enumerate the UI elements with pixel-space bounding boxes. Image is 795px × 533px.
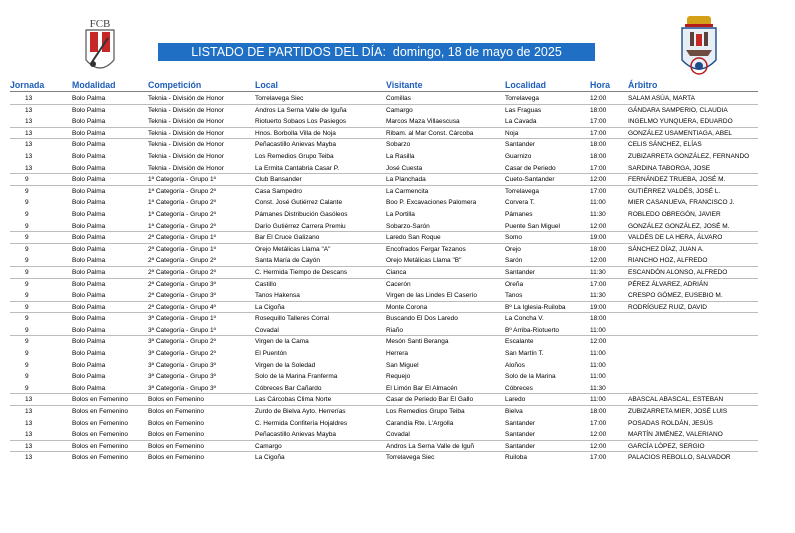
cell-competicion: 2ª Categoría - Grupo 3º xyxy=(148,280,217,288)
cell-hora: 17:00 xyxy=(590,419,607,427)
cell-local: Cóbreces Bar Cañardo xyxy=(255,384,322,392)
cell-modalidad: Bolo Palma xyxy=(72,118,106,126)
cell-localidad: Cueto-Santander xyxy=(505,176,555,184)
cell-modalidad: Bolos en Femenino xyxy=(72,396,129,404)
cell-hora: 17:00 xyxy=(590,129,607,137)
cell-hora: 12:00 xyxy=(590,176,607,184)
cell-local: Hnos. Borbolla Villa de Noja xyxy=(255,129,336,137)
cell-hora: 12:00 xyxy=(590,431,607,439)
cell-jornada: 13 xyxy=(25,118,33,126)
cell-jornada: 13 xyxy=(25,442,33,450)
cell-jornada: 13 xyxy=(25,152,33,160)
cell-hora: 18:00 xyxy=(590,245,607,253)
cell-localidad: Corvera T. xyxy=(505,199,535,207)
cell-arbitro: PÉREZ ÁLVAREZ, ADRIÁN xyxy=(628,280,708,288)
cell-jornada: 9 xyxy=(25,315,29,323)
cell-hora: 18:00 xyxy=(590,141,607,149)
cell-local: Bar El Cruce Galizano xyxy=(255,234,320,242)
cell-hora: 11:30 xyxy=(590,210,606,218)
cell-localidad: Santander xyxy=(505,141,535,149)
cell-jornada: 9 xyxy=(25,210,29,218)
cell-modalidad: Bolo Palma xyxy=(72,222,106,230)
cell-local: Santa María de Cayón xyxy=(255,257,321,265)
table-row xyxy=(0,279,795,291)
cell-localidad: Santander xyxy=(505,268,535,276)
table-row xyxy=(0,383,795,395)
cell-local: Torrelavega Siec xyxy=(255,95,304,102)
cell-localidad: Puente San Miguel xyxy=(505,222,560,230)
cell-visitante: Orejo Metálicas Llama "B" xyxy=(386,257,462,265)
cell-local: Castillo xyxy=(255,280,277,288)
cell-jornada: 9 xyxy=(25,292,29,300)
cell-competicion: 1ª Categoría - Grupo 2º xyxy=(148,210,217,218)
table-row xyxy=(0,418,795,430)
cell-hora: 11:30 xyxy=(590,384,606,392)
cell-competicion: Bolos en Femenino xyxy=(148,396,205,404)
cell-jornada: 9 xyxy=(25,245,29,253)
cell-arbitro: ROBLEDO OBREGÓN, JAVIER xyxy=(628,210,721,218)
table-row xyxy=(0,232,795,244)
table-row xyxy=(0,116,795,128)
cell-localidad: Tanos xyxy=(505,292,523,300)
cell-visitante: Cacerón xyxy=(386,280,411,288)
cell-hora: 11:00 xyxy=(590,350,606,358)
cell-competicion: 3ª Categoría - Grupo 1º xyxy=(148,326,217,334)
cell-local: Casa Sampedro xyxy=(255,187,302,195)
cell-localidad: Bº La Iglesia-Ruiloba xyxy=(505,303,566,311)
cell-modalidad: Bolo Palma xyxy=(72,234,106,242)
cell-localidad: Torrelavega xyxy=(505,95,539,102)
cell-arbitro: CELIS SÁNCHEZ, ELÍAS xyxy=(628,141,702,149)
cell-local: Virgen de la Cama xyxy=(255,338,309,346)
cell-modalidad: Bolo Palma xyxy=(72,176,106,184)
cell-localidad: Santander xyxy=(505,431,535,439)
cell-hora: 11:00 xyxy=(590,361,606,369)
col-header-competicion: Competición xyxy=(148,80,202,90)
table-row xyxy=(0,452,795,464)
cell-hora: 12:00 xyxy=(590,222,607,230)
cell-arbitro: RIANCHO HOZ, ALFREDO xyxy=(628,257,708,265)
cell-hora: 17:00 xyxy=(590,280,607,288)
cell-competicion: 2ª Categoría - Grupo 3º xyxy=(148,292,217,300)
cell-hora: 18:00 xyxy=(590,106,607,114)
cell-visitante: Herrera xyxy=(386,350,409,358)
cell-visitante: Camargo xyxy=(386,106,413,114)
cell-competicion: Bolos en Femenino xyxy=(148,408,205,416)
cantabria-coat-of-arms xyxy=(676,14,722,80)
table-row xyxy=(0,394,795,406)
cell-modalidad: Bolo Palma xyxy=(72,164,106,172)
table-row xyxy=(0,197,795,209)
fcb-logo-text: FCB xyxy=(89,18,111,30)
cell-competicion: 2ª Categoría - Grupo 1º xyxy=(148,234,217,242)
cell-hora: 17:00 xyxy=(590,187,607,195)
cell-visitante: Comillas xyxy=(386,95,411,102)
cell-competicion: 3ª Categoría - Grupo 3º xyxy=(148,384,217,392)
cell-competicion: 3ª Categoría - Grupo 3º xyxy=(148,361,217,369)
cell-competicion: Bolos en Femenino xyxy=(148,442,205,450)
cell-modalidad: Bolos en Femenino xyxy=(72,419,129,427)
cell-competicion: Bolos en Femenino xyxy=(148,454,205,462)
cell-local: Zurdo de Bielva Ayto. Herrerías xyxy=(255,408,346,416)
cell-visitante: La Rasilla xyxy=(386,152,415,160)
cell-jornada: 9 xyxy=(25,373,29,381)
cell-hora: 11:30 xyxy=(590,268,606,276)
cell-local: Rosequillo Talleres Corral xyxy=(255,315,329,323)
col-header-localidad: Localidad xyxy=(505,80,547,90)
cell-localidad: Escalante xyxy=(505,338,534,346)
cell-jornada: 9 xyxy=(25,268,29,276)
cell-modalidad: Bolo Palma xyxy=(72,141,106,149)
cell-arbitro: ZUBIZARRETA GONZÁLEZ, FERNANDO xyxy=(628,152,750,160)
cell-jornada: 13 xyxy=(25,454,33,462)
cell-visitante: Cianca xyxy=(386,268,407,276)
cell-jornada: 9 xyxy=(25,187,29,195)
cell-localidad: Laredo xyxy=(505,396,526,404)
table-row xyxy=(0,267,795,279)
cell-competicion: 3ª Categoría - Grupo 2º xyxy=(148,338,217,346)
cell-modalidad: Bolo Palma xyxy=(72,245,106,253)
cell-modalidad: Bolo Palma xyxy=(72,268,106,276)
cell-visitante: Andros La Serna Valle de Iguñ xyxy=(386,442,475,450)
cell-competicion: 2ª Categoría - Grupo 2º xyxy=(148,268,217,276)
cell-jornada: 9 xyxy=(25,176,29,184)
cell-arbitro: INGELMO YUNQUERA, EDUARDO xyxy=(628,118,733,126)
cell-competicion: 2ª Categoría - Grupo 4º xyxy=(148,303,217,311)
cell-jornada: 13 xyxy=(25,419,33,427)
cell-hora: 18:00 xyxy=(590,315,607,323)
cell-arbitro: PALACIOS REBOLLO, SALVADOR xyxy=(628,454,731,462)
cell-local: La Ermita Cantabria Casar P. xyxy=(255,164,340,172)
cell-visitante: San Miguel xyxy=(386,361,419,369)
cell-visitante: Monte Corona xyxy=(386,303,428,311)
cell-visitante: Buscando El Dos Laredo xyxy=(386,315,458,323)
cell-visitante: La Carmencita xyxy=(386,187,429,195)
table-row xyxy=(0,429,795,441)
cell-modalidad: Bolos en Femenino xyxy=(72,408,129,416)
cell-competicion: 1ª Categoría - Grupo 2º xyxy=(148,199,217,207)
cell-modalidad: Bolo Palma xyxy=(72,210,106,218)
cell-jornada: 13 xyxy=(25,141,33,149)
cell-hora: 12:00 xyxy=(590,442,607,450)
cell-localidad: Solo de la Marina xyxy=(505,373,556,381)
cell-arbitro: GÁNDARA SAMPERIO, CLAUDIA xyxy=(628,106,728,114)
cell-local: Los Remedios Grupo Teiba xyxy=(255,152,334,160)
cell-localidad: Casar de Periedo xyxy=(505,164,556,172)
table-row xyxy=(0,360,795,372)
cell-localidad: Pámanes xyxy=(505,210,533,218)
cell-jornada: 9 xyxy=(25,280,29,288)
cell-modalidad: Bolo Palma xyxy=(72,187,106,195)
table-row xyxy=(0,163,795,175)
table-row xyxy=(0,174,795,186)
cell-visitante: Boo P. Excavaciones Palomera xyxy=(386,199,477,207)
cell-modalidad: Bolo Palma xyxy=(72,199,106,207)
col-header-jornada: Jornada xyxy=(10,80,45,90)
title-date: domingo, 18 de mayo de 2025 xyxy=(392,45,562,59)
cell-localidad: Torrelavega xyxy=(505,187,539,195)
cell-localidad: Orejo xyxy=(505,245,521,253)
cell-hora: 11:00 xyxy=(590,396,606,404)
cell-local: Solo de la Marina Franferma xyxy=(255,373,338,381)
table-row xyxy=(0,209,795,221)
table-row xyxy=(0,336,795,348)
table-row xyxy=(0,290,795,302)
col-header-visitante: Visitante xyxy=(386,80,423,90)
cell-hora: 11:00 xyxy=(590,326,606,334)
cell-modalidad: Bolo Palma xyxy=(72,106,106,114)
cell-competicion: 3ª Categoría - Grupo 3º xyxy=(148,373,217,381)
col-header-local: Local xyxy=(255,80,278,90)
cell-local: El Puentón xyxy=(255,350,287,358)
cell-arbitro: FERNÁNDEZ TRUEBA, JOSÉ M. xyxy=(628,176,726,184)
table-row xyxy=(0,313,795,325)
col-header-modalidad: Modalidad xyxy=(72,80,116,90)
cell-visitante: La Portilla xyxy=(386,210,415,218)
cell-modalidad: Bolo Palma xyxy=(72,384,106,392)
cell-hora: 12:00 xyxy=(590,257,607,265)
cell-visitante: Casar de Periedo Bar El Gallo xyxy=(386,396,474,404)
cell-modalidad: Bolo Palma xyxy=(72,292,106,300)
cell-local: Covadal xyxy=(255,326,279,334)
cell-localidad: Oreña xyxy=(505,280,524,288)
table-row xyxy=(0,139,795,151)
cell-competicion: 3ª Categoría - Grupo 2º xyxy=(148,350,217,358)
cell-competicion: 3ª Categoría - Grupo 1º xyxy=(148,315,217,323)
cell-jornada: 9 xyxy=(25,361,29,369)
table-row xyxy=(0,151,795,163)
cell-hora: 18:00 xyxy=(590,152,607,160)
cell-arbitro: CRESPO GÓMEZ, EUSEBIO M. xyxy=(628,292,723,300)
cell-visitante: La Planchada xyxy=(386,176,426,184)
cell-competicion: Teknia - División de Honor xyxy=(148,118,224,126)
cell-jornada: 9 xyxy=(25,326,29,334)
cell-localidad: La Concha V. xyxy=(505,315,544,323)
page-title-bar xyxy=(158,43,595,61)
cell-modalidad: Bolos en Femenino xyxy=(72,431,129,439)
table-row xyxy=(0,441,795,453)
cell-visitante: Sobarzo-Sarón xyxy=(386,222,430,230)
cell-competicion: 1ª Categoría - Grupo 2º xyxy=(148,187,217,195)
cell-local: Peñacastillo Anievas Mayba xyxy=(255,431,336,439)
cell-visitante: Requejo xyxy=(386,373,411,381)
cell-jornada: 13 xyxy=(25,95,33,102)
cell-visitante: Encofrados Fergar Tezanos xyxy=(386,245,466,253)
cell-modalidad: Bolo Palma xyxy=(72,95,106,102)
cell-local: Pámanes Distribución Gasóleos xyxy=(255,210,348,218)
fcb-logo xyxy=(78,16,122,78)
cell-arbitro: SARDINA TABORGA, JOSE xyxy=(628,164,711,172)
cell-jornada: 13 xyxy=(25,164,33,172)
cell-local: Darío Gutiérrez Carrera Premiu xyxy=(255,222,346,230)
cell-visitante: Laredo San Roque xyxy=(386,234,441,242)
cell-hora: 12:00 xyxy=(590,338,607,346)
cell-arbitro: GUTIÉRREZ VALDÉS, JOSÉ L. xyxy=(628,187,721,195)
table-row xyxy=(0,221,795,233)
cell-competicion: Bolos en Femenino xyxy=(148,419,205,427)
cell-visitante: José Cuesta xyxy=(386,164,423,172)
table-row xyxy=(0,406,795,418)
cell-modalidad: Bolo Palma xyxy=(72,280,106,288)
cell-jornada: 9 xyxy=(25,234,29,242)
cell-arbitro: MIER CASANUEVA, FRANCISCO J. xyxy=(628,199,735,207)
table-row xyxy=(0,93,795,105)
table-row xyxy=(0,348,795,360)
cell-arbitro: VALDÉS DE LA HERA, ÁLVARO xyxy=(628,234,723,242)
cell-visitante: Marcos Maza Villaescusa xyxy=(386,118,460,126)
cell-jornada: 13 xyxy=(25,408,33,416)
cell-competicion: Teknia - División de Honor xyxy=(148,141,224,149)
cell-competicion: Teknia - División de Honor xyxy=(148,152,224,160)
cell-visitante: Los Remedios Grupo Teiba xyxy=(386,408,465,416)
cell-arbitro: GARCÍA LÓPEZ, SERGIO xyxy=(628,442,705,450)
cell-modalidad: Bolo Palma xyxy=(72,315,106,323)
cell-jornada: 9 xyxy=(25,303,29,311)
cell-localidad: Cóbreces xyxy=(505,384,533,392)
cell-arbitro: ESCANDÓN ALONSO, ALFREDO xyxy=(628,268,728,276)
cell-competicion: Teknia - División de Honor xyxy=(148,129,224,137)
cell-jornada: 9 xyxy=(25,350,29,358)
cell-arbitro: POSADAS ROLDÁN, JESÚS xyxy=(628,419,713,427)
cell-visitante: Sobarzo xyxy=(386,141,411,149)
cell-local: Const. José Gutiérrez Calante xyxy=(255,199,343,207)
cell-hora: 12:00 xyxy=(590,95,607,102)
cell-modalidad: Bolo Palma xyxy=(72,129,106,137)
cell-arbitro: MARTÍN JIMÉNEZ, VALERIANO xyxy=(628,431,723,439)
cell-competicion: Teknia - División de Honor xyxy=(148,164,224,172)
col-header-hora: Hora xyxy=(590,80,611,90)
cell-visitante: Ribam. al Mar Const. Cárcoba xyxy=(386,129,474,137)
cell-localidad: Las Fraguas xyxy=(505,106,542,114)
cell-jornada: 9 xyxy=(25,257,29,265)
cell-local: Camargo xyxy=(255,442,282,450)
cell-jornada: 13 xyxy=(25,431,33,439)
table-row xyxy=(0,325,795,337)
cell-modalidad: Bolo Palma xyxy=(72,373,106,381)
cell-jornada: 13 xyxy=(25,106,33,114)
cell-jornada: 13 xyxy=(25,129,33,137)
cell-localidad: Santander xyxy=(505,442,535,450)
cell-modalidad: Bolo Palma xyxy=(72,303,106,311)
cell-arbitro: SÁNCHEZ DÍAZ, JUAN A. xyxy=(628,245,704,253)
cell-localidad: Ruiloba xyxy=(505,454,528,462)
cell-local: Orejo Metálicas Llama "A" xyxy=(255,245,331,253)
cell-arbitro: ABASCAL ABASCAL, ESTEBAN xyxy=(628,396,724,404)
table-row xyxy=(0,255,795,267)
cell-local: Peñacastillo Anievas Mayba xyxy=(255,141,336,149)
cell-competicion: Bolos en Femenino xyxy=(148,431,205,439)
table-row xyxy=(0,105,795,117)
cell-competicion: Teknia - División de Honor xyxy=(148,106,224,114)
cell-local: Riotuerto Sobaos Los Pasiegos xyxy=(255,118,347,126)
cell-jornada: 9 xyxy=(25,338,29,346)
cell-hora: 17:00 xyxy=(590,164,607,172)
cell-local: Las Cárcobas Clima Norte xyxy=(255,396,332,404)
cell-localidad: Somo xyxy=(505,234,522,242)
cell-visitante: Riaño xyxy=(386,326,403,334)
cell-arbitro: ZUBIZARRETA MIER, JOSÉ LUIS xyxy=(628,408,728,416)
col-header-arbitro: Árbitro xyxy=(628,80,658,90)
cell-hora: 18:00 xyxy=(590,408,607,416)
cell-modalidad: Bolo Palma xyxy=(72,350,106,358)
table-row xyxy=(0,186,795,198)
cell-localidad: Santander xyxy=(505,419,535,427)
header-rule xyxy=(10,91,758,92)
cell-competicion: 1ª Categoría - Grupo 1º xyxy=(148,176,217,184)
cell-competicion: 1ª Categoría - Grupo 2º xyxy=(148,222,217,230)
cell-localidad: Bº Arriba-Riotuerto xyxy=(505,326,560,334)
cell-hora: 19:00 xyxy=(590,303,607,311)
cell-modalidad: Bolo Palma xyxy=(72,326,106,334)
cell-competicion: Teknia - División de Honor xyxy=(148,95,224,102)
cell-localidad: Guarnizo xyxy=(505,152,532,160)
cell-jornada: 13 xyxy=(25,396,33,404)
cell-competicion: 2ª Categoría - Grupo 1º xyxy=(148,245,217,253)
cell-hora: 17:00 xyxy=(590,454,607,462)
cell-modalidad: Bolo Palma xyxy=(72,338,106,346)
matches-table xyxy=(0,93,795,464)
table-row xyxy=(0,302,795,314)
cell-hora: 11:00 xyxy=(590,199,606,207)
cell-localidad: Noja xyxy=(505,129,519,137)
cell-local: Tanos Hakensa xyxy=(255,292,300,300)
cell-localidad: Bielva xyxy=(505,408,523,416)
cell-visitante: El Limón Bar El Almacén xyxy=(386,384,458,392)
cell-local: C. Hermida Tiempo de Descans xyxy=(255,268,348,276)
cell-localidad: Aloños xyxy=(505,361,525,369)
cell-local: Club Bansander xyxy=(255,176,302,184)
cell-competicion: 2ª Categoría - Grupo 2º xyxy=(148,257,217,265)
cell-local: La Cigoña xyxy=(255,454,285,462)
cell-hora: 17:00 xyxy=(590,118,607,126)
cell-localidad: San Martín T. xyxy=(505,350,544,358)
cell-localidad: Sarón xyxy=(505,257,523,265)
cell-local: Virgen de la Soledad xyxy=(255,361,316,369)
cell-modalidad: Bolos en Femenino xyxy=(72,442,129,450)
table-row xyxy=(0,244,795,256)
cell-hora: 11:00 xyxy=(590,373,606,381)
cell-visitante: Virgen de las Lindes El Caserío xyxy=(386,292,477,300)
cell-modalidad: Bolo Palma xyxy=(72,361,106,369)
title-prefix: LISTADO DE PARTIDOS DEL DÍA: xyxy=(191,45,386,59)
cell-jornada: 9 xyxy=(25,384,29,392)
cell-visitante: Torrelavega Siec xyxy=(386,454,435,462)
cell-arbitro: RODRÍGUEZ RUIZ, DAVID xyxy=(628,303,707,311)
cell-modalidad: Bolo Palma xyxy=(72,257,106,265)
cell-hora: 11:30 xyxy=(590,292,606,300)
cell-arbitro: GONZÁLEZ USAMENTIAGA, ABEL xyxy=(628,129,733,137)
cell-modalidad: Bolos en Femenino xyxy=(72,454,129,462)
cell-visitante: Mesón Santi Beranga xyxy=(386,338,449,346)
cell-arbitro: SALAM ASÚA, MARTA xyxy=(628,95,695,102)
cell-visitante: Carandía Rte. L'Argolla xyxy=(386,419,454,427)
cell-jornada: 9 xyxy=(25,199,29,207)
cell-hora: 19:00 xyxy=(590,234,607,242)
table-row xyxy=(0,371,795,383)
cell-visitante: Covadal xyxy=(386,431,410,439)
cell-modalidad: Bolo Palma xyxy=(72,152,106,160)
cell-arbitro: GONZÁLEZ GONZÁLEZ, JOSÉ M. xyxy=(628,222,730,230)
cell-localidad: La Cavada xyxy=(505,118,537,126)
cell-local: C. Hermida Confitería Hojaldres xyxy=(255,419,348,427)
cell-local: La Cigoña xyxy=(255,303,285,311)
table-row xyxy=(0,128,795,140)
cell-local: Andros La Serna Valle de Iguña xyxy=(255,106,347,114)
cell-jornada: 9 xyxy=(25,222,29,230)
